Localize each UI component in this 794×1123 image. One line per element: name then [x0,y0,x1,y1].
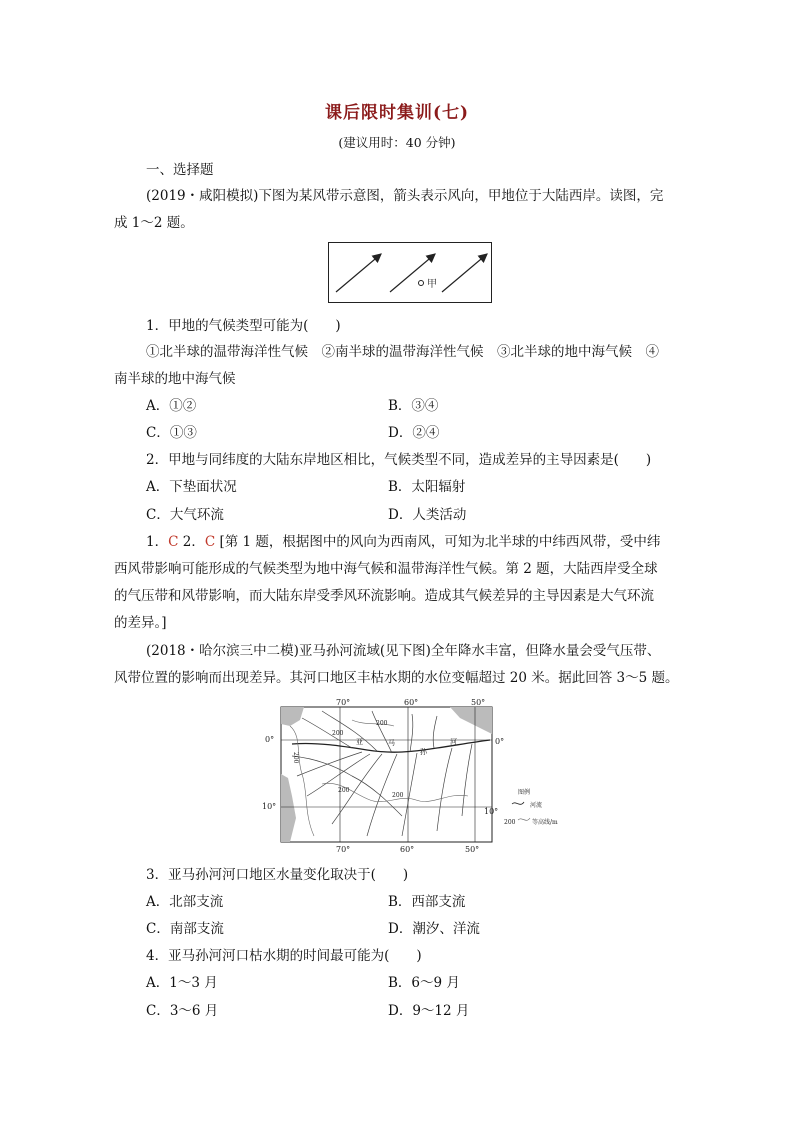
lon-label-top: 50° [471,698,486,707]
q4-option-a: A．1～3 月 [146,975,218,991]
q1-option-d: D．②④ [388,425,440,441]
river-label: 河 [450,738,457,746]
lat-label-left: 10° [262,802,277,811]
time-hint: (建议用时：40 分钟) [338,135,456,150]
q1-options-line1: ①北半球的温带海洋性气候 ②南半球的温带海洋性气候 ③北半球的地中海气候 ④ [146,344,659,360]
legend-title: 图例 [518,789,531,796]
q3-option-c: C．南部支流 [146,921,224,937]
wind-arrow [336,254,381,292]
answer-line1 [146,532,660,552]
location-label: 甲 [427,279,437,290]
intro1-line2: 成 1～2 题。 [114,215,194,231]
q4-option-b: B．6～9 月 [388,975,460,991]
wind-belt-figure [328,242,492,304]
wind-arrow [442,254,487,292]
q2-option-a: A．下垫面状况 [146,479,237,495]
contour-value: 200 [338,787,350,794]
q1-option-b: B．③④ [388,398,439,414]
intro1-line1: (2019・咸阳模拟)下图为某风带示意图，箭头表示风向，甲地位于大陆西岸。读图，完 [146,188,664,204]
page-title: 课后限时集训(七) [324,103,470,123]
q1-stem: 1．甲地的气候类型可能为( ) [146,318,341,334]
contour-value: 200 [332,730,344,737]
river-label: 孙 [420,748,427,756]
q2-option-d: D．人类活动 [388,507,467,523]
q1-option-a: A．①② [146,398,197,414]
lon-label-bottom: 70° [336,845,351,854]
legend-contour-symbol [518,818,530,820]
contour-value: 200 [292,752,299,764]
q3-option-a: A．北部支流 [146,894,224,910]
lon-label-bottom: 50° [465,845,480,854]
legend-river-symbol [512,802,524,804]
contour-value: 200 [376,720,388,727]
answer-num1: 1． [146,534,169,550]
lat-label-right: 0° [495,737,505,746]
q1-option-c: C．①③ [146,425,197,441]
intro2-line1: (2018・哈尔滨三中二模)亚马孙河流域(见下图)全年降水丰富，但降水量会受气压带、 [146,643,661,659]
river-label: 亚 [356,738,363,746]
q2-stem: 2．甲地与同纬度的大陆东岸地区相比，气候类型不同，造成差异的主导因素是( ) [146,452,652,468]
q4-option-d: D．9～12 月 [388,1003,470,1019]
intro2-line2: 风带位置的影响而出现差异。其河口地区丰枯水期的水位变幅超过 20 米。据此回答 3～5 题。 [114,670,679,686]
q3-option-d: D．潮汐、洋流 [388,921,480,937]
legend-contour-value: 200 [504,819,516,826]
legend-river-label: 河流 [530,802,543,809]
legend-contour-label: 等高线/m [532,819,558,826]
q4-option-c: C．3～6 月 [146,1003,219,1019]
answer-line4: 的差异。] [114,615,167,631]
q3-stem: 3．亚马孙河河口地区水量变化取决于( ) [146,867,409,883]
answer-line2: 西风带影响可能形成的气候类型为地中海气候和温带海洋性气候。第 2 题，大陆西岸受全球 [114,561,658,577]
answer-2: C [204,534,216,550]
answer-explanation-start: [第 1 题，根据图中的风向为西南风，可知为北半球的中纬西风带，受中纬 [219,534,661,550]
answer-line3: 的气压带和风带影响，而大陆东岸受季风环流影响。造成其气候差异的主导因素是大气环流 [114,588,654,604]
q4-stem: 4．亚马孙河河口枯水期的时间最可能为( ) [146,948,422,964]
lon-label-top: 60° [404,698,419,707]
location-marker [419,281,424,286]
q3-option-b: B．西部支流 [388,894,466,910]
section-heading: 一、选择题 [146,162,214,178]
lat-label-left: 0° [265,735,275,744]
amazon-basin-map [262,696,572,856]
lon-label-bottom: 60° [400,845,415,854]
lat-label-right: 10° [484,807,499,816]
q2-option-b: B．太阳辐射 [388,479,466,495]
lon-label-top: 70° [336,698,351,707]
answer-num2: 2． [182,534,205,550]
answer-1: C [168,534,179,550]
q2-option-c: C．大气环流 [146,507,224,523]
river-label: 马 [388,739,395,747]
contour-value: 200 [392,792,404,799]
q1-options-line2: 南半球的地中海气候 [114,371,236,387]
